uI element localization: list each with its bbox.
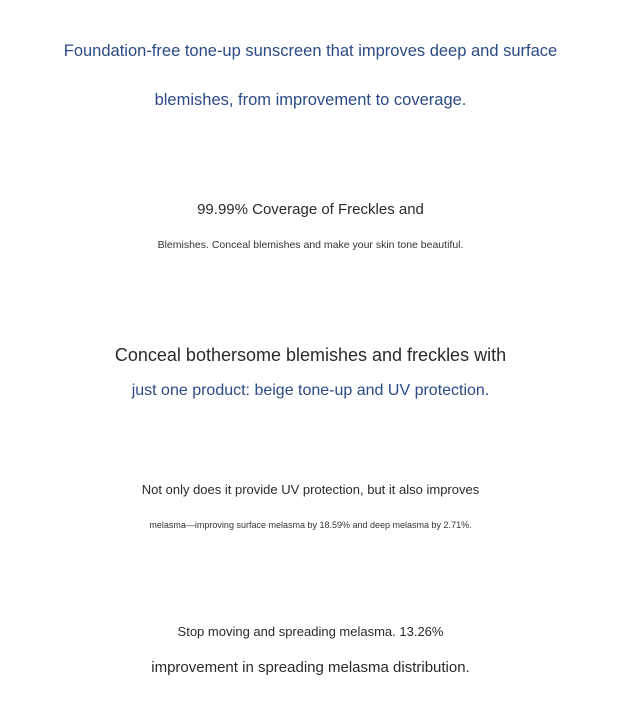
conceal-subheadline: just one product: beige tone-up and UV protection. [131, 382, 490, 399]
conceal-headline: Conceal bothersome blemishes and freckles with [114, 345, 507, 365]
melasma-subtext: melasma—improving surface melasma by 18.59% and deep melasma by 2.71%. [149, 520, 472, 530]
coverage-subtext: Blemishes. Conceal blemishes and make your skin tone beautiful. [157, 239, 464, 251]
spread-heading: Stop moving and spreading melasma. 13.26% [177, 624, 444, 639]
intro-headline-line-1: Foundation-free tone-up sunscreen that improves deep and surface [63, 42, 558, 60]
melasma-heading: Not only does it provide UV protection, but it also improves [141, 482, 480, 497]
spread-subtext: improvement in spreading melasma distribution. [151, 659, 470, 676]
intro-headline-line-2: blemishes, from improvement to coverage. [154, 91, 467, 109]
coverage-heading: 99.99% Coverage of Freckles and [197, 201, 424, 218]
